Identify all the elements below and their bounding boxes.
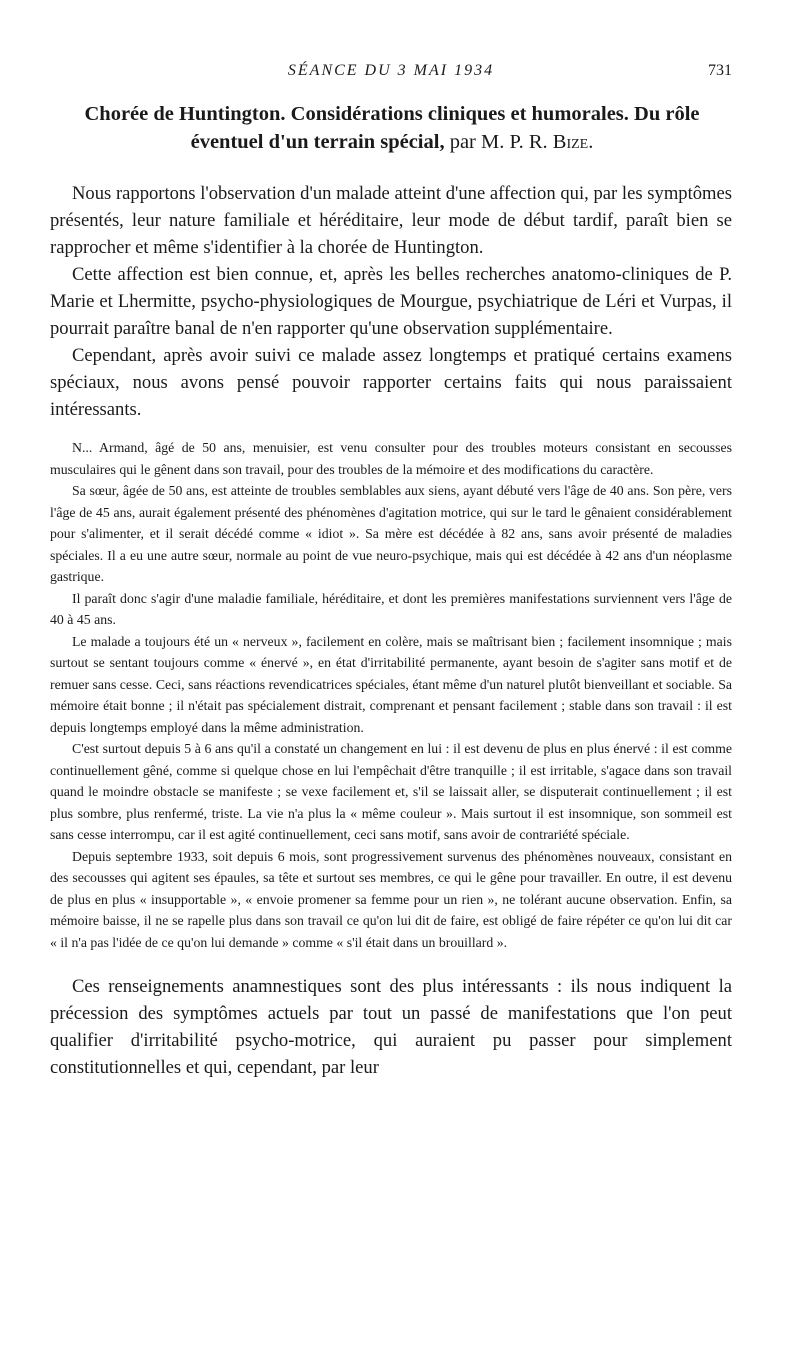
byline-prefix: par M. P. R.: [449, 131, 548, 153]
running-title: SÉANCE DU 3 MAI 1934: [287, 62, 495, 79]
intro-section: [50, 180, 732, 423]
closing-section: [50, 973, 732, 1081]
byline: [450, 131, 594, 153]
observation-paragraph: Le malade a toujours été un « nerveux », facilement en colère, mais se maîtrisant bien ; facilement insomnique ; mais surtout se sentant toujours comme « énervé », en état d'irritabilité permanente, ayant besoin de s'agiter sans motif et de remuer sans cesse. Ceci, sans réactions revendicatrices spéciales, étant même d'un naturel plutôt bienveillant et sociable. Sa mémoire était bonne ; il n'était pas spécialement distrait, comprenant et pensant facilement ; stable dans son travail : il est depuis longtemps employé dans la même administration.: [50, 633, 732, 735]
author-name: Bize.: [552, 131, 594, 153]
running-header: [50, 62, 732, 84]
article-title: [50, 100, 732, 156]
closing-paragraph: Ces renseignements anamnestiques sont des plus intéressants : ils nous indiquent la précession des symptômes actuels par tout un passé de manifestations que l'on peut qualifier d'irritabilité psycho-motrice, qui auraient pu passer pour simplement constitutionnelles et qui, cependant, par leur: [50, 976, 732, 1078]
article-title-text: Chorée de Huntington. Considérations cliniques et humorales. Du rôle éventuel d'un terrain spécial,: [84, 103, 700, 153]
observation-section: [50, 437, 732, 953]
observation-paragraph: Il paraît donc s'agir d'une maladie familiale, héréditaire, et dont les premières manifestations surviennent vers l'âge de 40 à 45 ans.: [50, 590, 732, 627]
observation-paragraph: N... Armand, âgé de 50 ans, menuisier, est venu consulter pour des troubles moteurs consistant en secousses musculaires qui le gênent dans son travail, pour des troubles de la mémoire et des modifications du caractère.: [50, 440, 732, 477]
intro-paragraph: Cependant, après avoir suivi ce malade assez longtemps et pratiqué certains examens spéciaux, nous avons pensé pouvoir rapporter certains faits qui nous paraissaient intéressants.: [50, 345, 732, 420]
page-number: 731: [708, 62, 732, 79]
observation-paragraph: Sa sœur, âgée de 50 ans, est atteinte de troubles semblables aux siens, ayant débuté vers l'âge de 40 ans. Son père, vers l'âge de 45 ans, aurait également présenté des phénomènes d'agitation motrice, qui sur le tard le gênaient considérablement pour s'alimenter, et il serait décédé comme « idiot ». Sa mère est décédée à 82 ans, sans avoir présenté de maladies spéciales. Il a eu une autre sœur, normale au point de vue neuro-psychique, mais qui est décédée à 42 ans d'un néoplasme gastrique.: [50, 483, 732, 584]
intro-paragraph: Nous rapportons l'observation d'un malade atteint d'une affection qui, par les symptômes présentés, leur nature familiale et héréditaire, leur mode de début tardif, paraît bien se rapprocher et même s'identifier à la chorée de Huntington.: [50, 183, 732, 258]
observation-paragraph: C'est surtout depuis 5 à 6 ans qu'il a constaté un changement en lui : il est devenu de plus en plus énervé : il est comme continuellement gêné, comme si quelque chose en lui l'empêchait d'être tranquille ; il est irritable, s'agace dans son travail quand le moindre obstacle se manifeste ; se vexe facilement et, s'il se laissait aller, se disputerait continuellement ; il est plus sombre, plus renfermé, triste. La vie n'a plus la « même couleur ». Mais surtout il est insomnique, son sommeil est sans cesse interrompu, car il est agité continuellement, ceci sans motif, sans avoir de contrariété spéciale.: [50, 741, 732, 842]
intro-paragraph: Cette affection est bien connue, et, après les belles recherches anatomo-cliniques de P. Marie et Lhermitte, psycho-physiologiques de Mourgue, psychiatrique de Léri et Vurpas, il pourrait paraître banal de n'en rapporter qu'une observation supplémentaire.: [50, 264, 732, 339]
observation-paragraph: Depuis septembre 1933, soit depuis 6 mois, sont progressivement survenus des phénomènes nouveaux, consistant en des secousses qui agitent ses épaules, sa tête et surtout ses membres, ce qui le gêne pour travailler. En outre, il est devenu de plus en plus « insupportable », « envoie promener sa femme pour un rien », ne tolérant aucune observation. Enfin, sa mémoire baisse, il ne se rapelle plus dans son travail ce qu'on lui dit de faire, est obligé de faire répéter ce qu'on lui dit car « il n'a pas l'idée de ce qu'on lui demande » comme « s'il était dans un brouillard ».: [50, 848, 732, 950]
